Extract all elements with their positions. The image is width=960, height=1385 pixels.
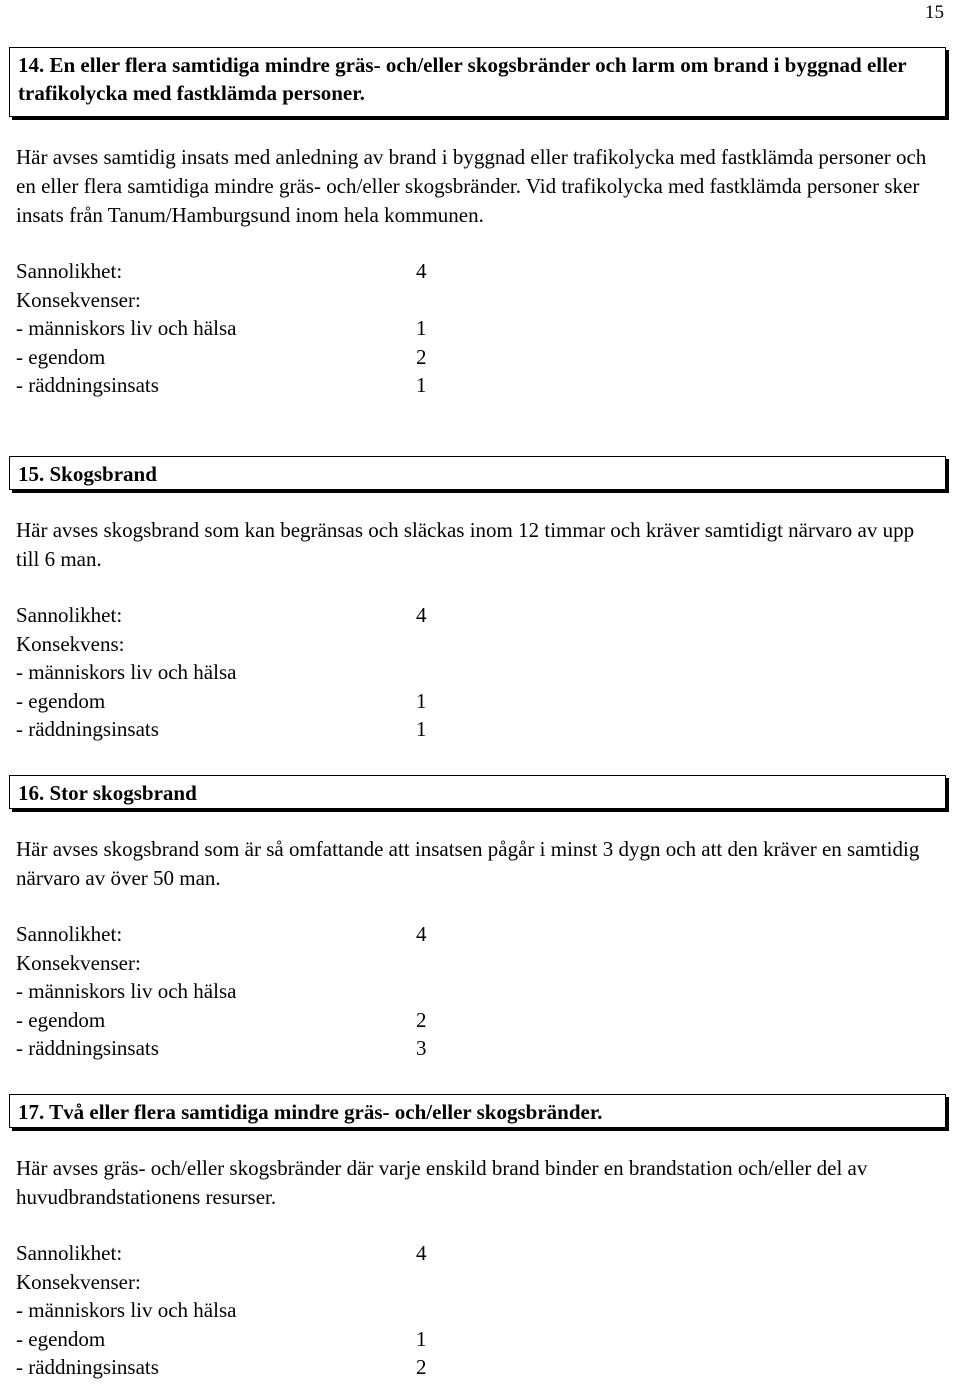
section-description: Här avses gräs- och/eller skogsbränder där varje enskild brand binder en brandstation och/eller del av huvudbrandstationens resurser.	[16, 1156, 868, 1209]
section-description: Här avses samtidig insats med anledning av brand i byggnad eller trafikolycka med fastklämda personer och en eller flera samtidiga mindre gräs- och/eller skogsbränder. Vid trafikolycka med fastklämda personer sker insats från Tanum/Hamburgsund inom hela kommunen.	[16, 145, 927, 227]
probability-label: Sannolikhet:	[16, 922, 123, 946]
risk-table	[16, 920, 960, 1063]
consequence-row: - egendom 2	[16, 344, 427, 369]
probability-row	[16, 920, 960, 949]
probability-row	[16, 1239, 960, 1268]
consequence-heading: Konsekvens:	[16, 631, 125, 656]
consequence-row: - räddningsinsats 1	[16, 373, 427, 397]
probability-row	[16, 601, 960, 630]
consequence-row: - människors liv och hälsa	[16, 1298, 237, 1322]
probability-value: 4	[416, 922, 427, 946]
consequence-heading: Konsekvenser:	[16, 1269, 141, 1294]
section-description: Här avses skogsbrand som kan begränsas och släckas inom 12 timmar och kräver samtidigt närvaro av upp till 6 man.	[16, 518, 915, 571]
consequence-row: - egendom 1	[16, 688, 427, 713]
probability-label: Sannolikhet:	[16, 603, 123, 627]
consequence-row: - människors liv och hälsa 1	[16, 316, 427, 340]
section-17	[0, 1094, 960, 1382]
consequence-row: - räddningsinsats 1	[16, 717, 427, 741]
section-heading: 14. En eller flera samtidiga mindre gräs- och/eller skogsbränder och larm om brand i byggnad eller trafikolycka med fastklämda personer.	[9, 47, 946, 117]
consequence-row: - egendom 1	[16, 1326, 427, 1351]
section-heading: 17. Två eller flera samtidiga mindre gräs- och/eller skogsbränder.	[9, 1094, 946, 1128]
section-14	[0, 47, 960, 400]
consequence-row: - egendom 2	[16, 1007, 427, 1032]
consequence-heading: Konsekvenser:	[16, 950, 141, 975]
probability-row	[16, 257, 960, 286]
probability-label: Sannolikhet:	[16, 259, 123, 283]
consequence-row: - räddningsinsats 2	[16, 1355, 427, 1379]
section-15	[0, 456, 960, 744]
consequence-row: - människors liv och hälsa	[16, 979, 237, 1003]
probability-label: Sannolikhet:	[16, 1241, 123, 1265]
probability-value: 4	[416, 259, 427, 283]
section-16	[0, 775, 960, 1063]
risk-table	[16, 601, 960, 744]
page-number: 15	[925, 2, 944, 23]
risk-table	[16, 257, 960, 400]
probability-value: 4	[416, 1241, 427, 1265]
section-heading: 15. Skogsbrand	[9, 456, 946, 490]
consequence-heading: Konsekvenser:	[16, 287, 141, 312]
consequence-row: - människors liv och hälsa	[16, 660, 237, 684]
section-heading: 16. Stor skogsbrand	[9, 775, 946, 809]
risk-table	[16, 1239, 960, 1382]
probability-value: 4	[416, 603, 427, 627]
section-description: Här avses skogsbrand som är så omfattande att insatsen pågår i minst 3 dygn och att den kräver en samtidig närvaro av över 50 man.	[16, 837, 920, 890]
consequence-row: - räddningsinsats 3	[16, 1036, 427, 1060]
